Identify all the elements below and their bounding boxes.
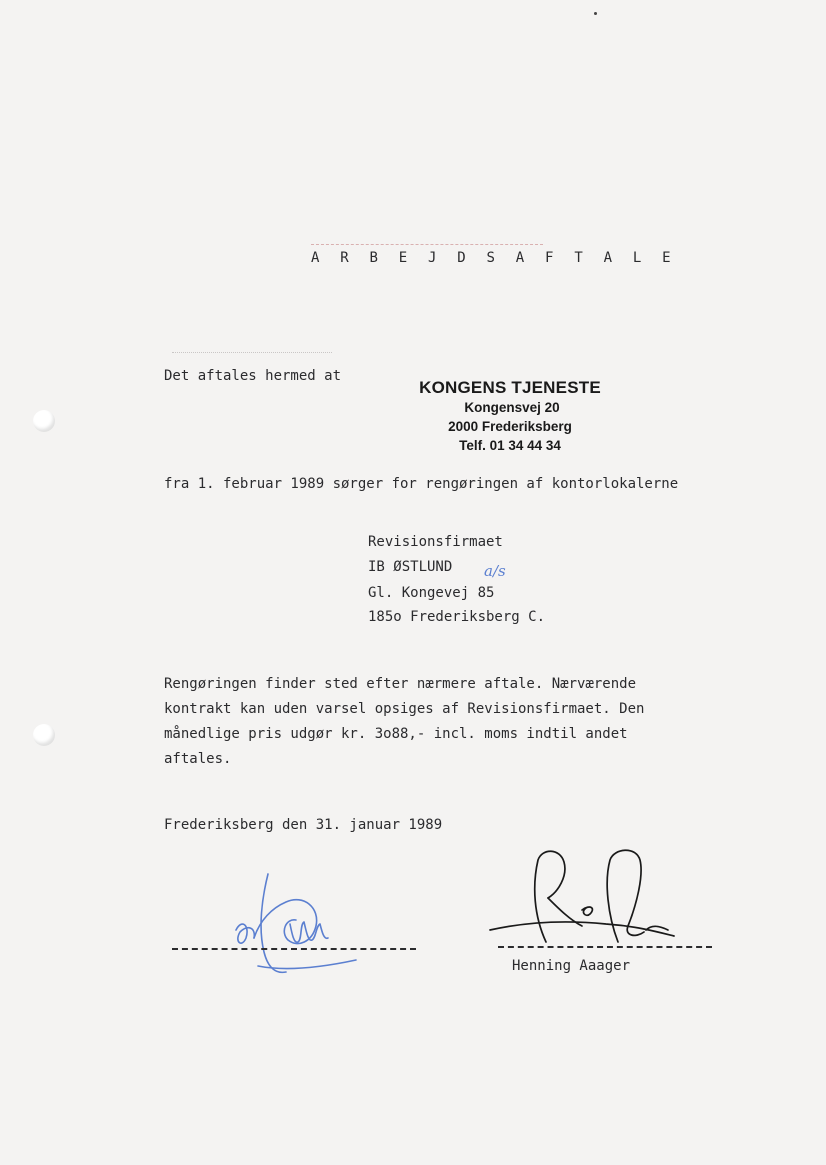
title-faint-underline [311, 244, 543, 245]
terms-line-2: kontrakt kan uden varsel opsiges af Revisionsfirmaet. Den [164, 701, 645, 717]
left-signature [228, 868, 364, 978]
signature-stroke [535, 851, 565, 942]
document-title: A R B E J D S A F T A L E [311, 250, 677, 266]
signature-line-right [498, 946, 712, 948]
client-line-3: Gl. Kongevej 85 [368, 585, 495, 601]
punch-hole-top [33, 410, 55, 432]
signature-stroke [582, 907, 592, 915]
company-stamp [412, 378, 608, 455]
client-line-1: Revisionsfirmaet [368, 534, 503, 550]
handwritten-note: a/s [484, 562, 506, 580]
terms-line-4: aftales. [164, 751, 232, 767]
terms-line-3: månedlige pris udgør kr. 3o88,- incl. moms indtil andet [164, 726, 628, 742]
paper-speck [594, 12, 597, 15]
company-name: KONGENS TJENESTE [419, 378, 601, 397]
signature-stroke [290, 922, 328, 942]
clause-text: fra 1. februar 1989 sørger for rengøringen af kontorlokalerne [164, 476, 679, 492]
place-date: Frederiksberg den 31. januar 1989 [164, 817, 443, 833]
terms-line-1: Rengøringen finder sted efter nærmere aftale. Nærværende [164, 676, 637, 692]
client-line-4: 185o Frederiksberg C. [368, 609, 546, 625]
company-city: 2000 Frederiksberg [448, 419, 572, 434]
signature-stroke [258, 960, 356, 968]
signatory-name-right: Henning Aaager [512, 958, 631, 974]
company-street: Kongensvej 20 [464, 400, 560, 415]
company-phone: Telf. 01 34 44 34 [459, 438, 561, 453]
signature-stroke [261, 874, 286, 972]
right-signature [486, 846, 682, 952]
client-line-2: IB ØSTLUND [368, 559, 453, 575]
punch-hole-bottom [33, 724, 55, 746]
signature-stroke [236, 924, 254, 943]
faint-mark [172, 352, 332, 353]
signature-line-left [172, 948, 416, 950]
intro-text: Det aftales hermed at [164, 368, 342, 384]
